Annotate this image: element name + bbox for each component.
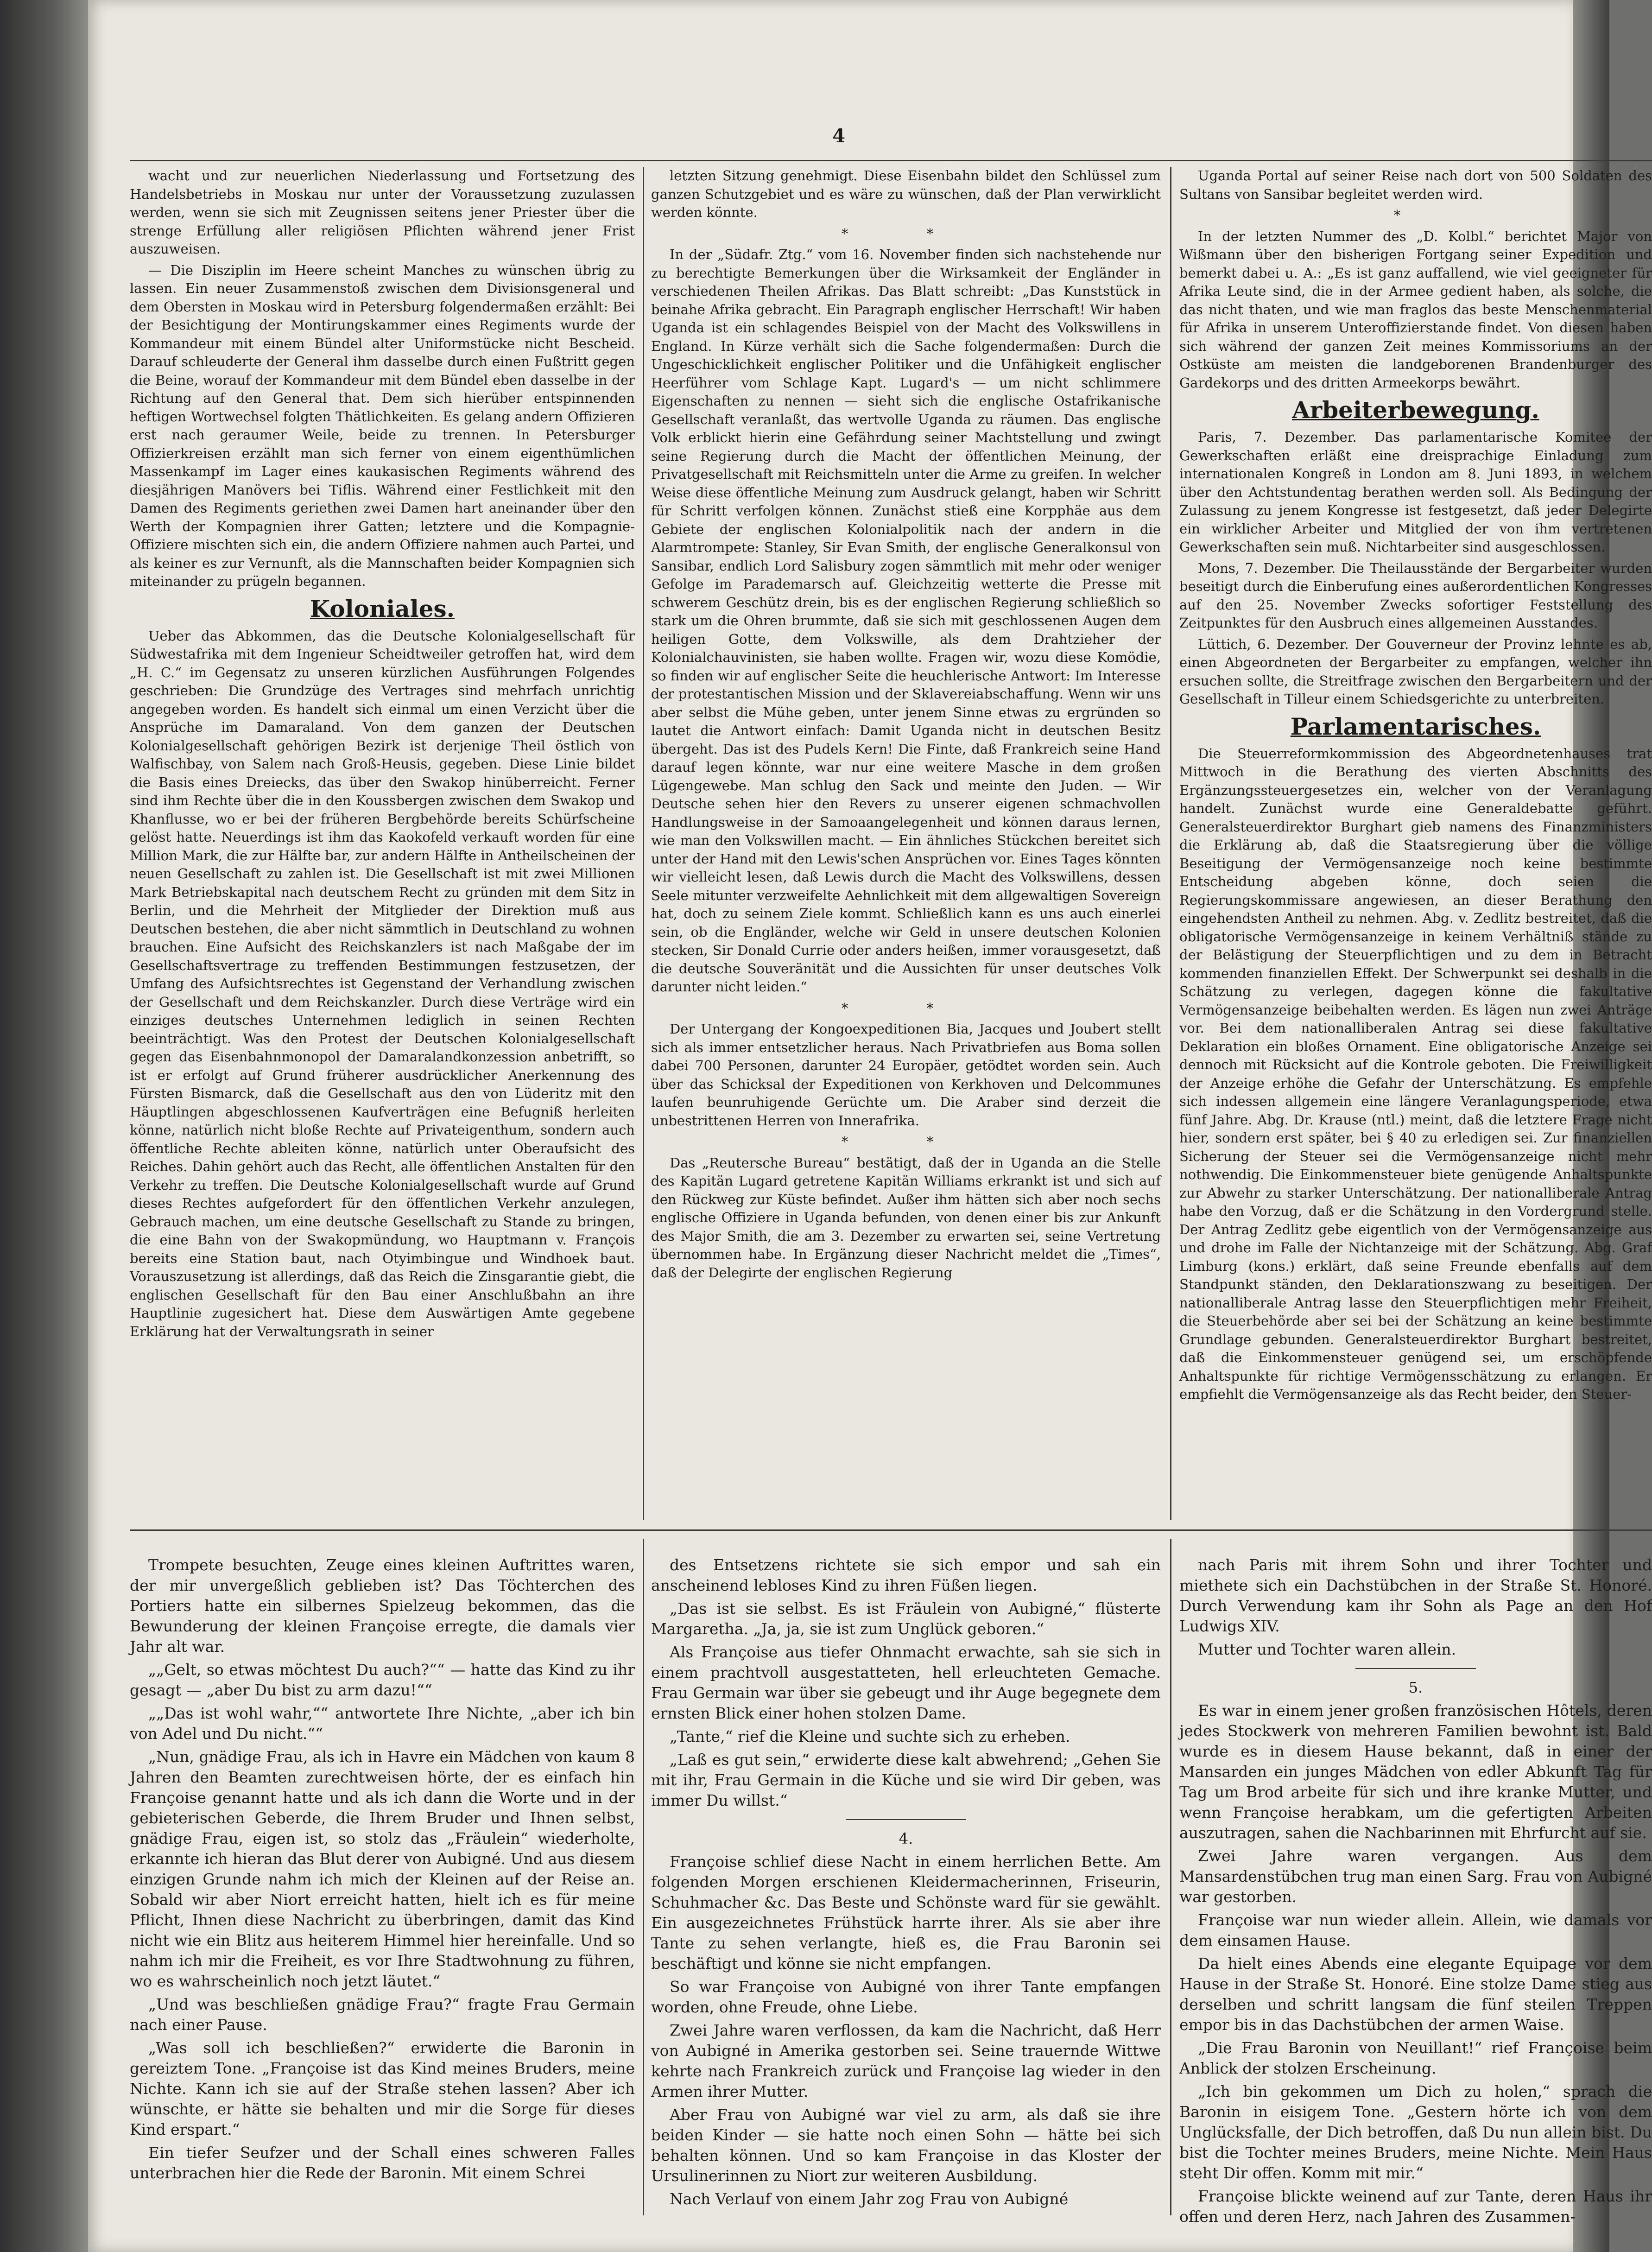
article-luettich: Lüttich, 6. Dezember. Der Gouverneur der Provinz lehnte es ab, einen Abgeordneten der Bergarbeiter zu empfangen, welcher ihn ersuchen sollte, die Streitfrage zwischen den Bergarbeitern und der Gesellschaft in Tilleur einem Schiedsgerichte zu unterbreiten. [1179, 636, 1652, 707]
feuilleton-paragraph: Françoise blickte weinend auf zur Tante, deren Haus ihr offen und deren Herz, nach Jahren des Zusammen- [1179, 2187, 1652, 2226]
feuilleton-paragraph: „Nun, gnädige Frau, als ich in Havre ein Mädchen von kaum 8 Jahren den Beamten zurechtweisen hörte, der es einfach hin Françoise genannt hatte und als ich dann die Worte und in der gebieterischen Geberde, die Ihrem Bruder und Ihnen selbst, gnädige Frau, eigen ist, so stolz das „Fräulein“ wiederholte, erkannte ich hieran das Blut derer von Aubigné. Und aus diesem einzigen Grunde nahm ich mich der Kleinen auf der Reise an. Sobald wir aber Niort erreicht hatten, hielt ich es für meine Pflicht, Ihnen diese Nachricht zu überbringen, damit das Kind nicht wie ein Blitz aus heiterem Himmel hier hereinfalle. Und so nahm ich mir die Freiheit, es vor Ihre Stadtwohnung zu führen, wo es wahrscheinlich noch jetzt läutet.“ [130, 1748, 635, 1990]
feuilleton-paragraph: „Was soll ich beschließen?“ erwiderte die Baronin in gereiztem Tone. „Françoise ist das Kind meines Bruders, meine Nichte. Kann ich sie auf der Straße stehen lassen? Aber ich wünschte, er hätte sie behalten und mir die Sorge für dieses Kind erspart.“ [130, 2039, 635, 2138]
feuilleton-paragraph: Trompete besuchten, Zeuge eines kleinen Auftrittes waren, der mir unvergeßlich geblieben ist? Das Töchterchen des Portiers hatte ein silbernes Spielzeug bekommen, das die Bewunderung der kleinen Françoise erregte, die damals vier Jahr alt war. [130, 1556, 635, 1656]
article-uganda-portal: Uganda Portal auf seiner Reise nach dort von 500 Soldaten des Sultans von Sansibar begleitet werden wird. [1179, 168, 1652, 202]
feuilleton-paragraph: „Laß es gut sein,“ erwiderte diese kalt abwehrend; „Gehen Sie mit ihr, Frau Germain in die Küche und sie wird Dir geben, was immer Du willst.“ [651, 1751, 1161, 1809]
chapter-rule [1355, 1668, 1476, 1669]
feuilleton-paragraph: Es war in einem jener großen französischen Hôtels, deren jedes Stockwerk von mehreren Familien bewohnt ist. Bald wurde es in diesem Hause bekannt, daß in einer der Mansarden ein junges Mädchen von edler Abkunft Tag für Tag um Brod arbeite für sich und ihre kranke Mutter, und wenn Françoise herabkam, um die gefertigten Arbeiten auszutragen, sahen die Nachbarinnen mit Ehrfurcht auf sie. [1179, 1701, 1652, 1842]
feuilleton-paragraph: Mutter und Tochter waren allein. [1198, 1640, 1456, 1658]
separator-stars: * * [841, 1000, 971, 1016]
article-steuerreformkommission: Die Steuerreformkommission des Abgeordnetenhauses trat Mittwoch in die Berathung des vierten Abschnitts des Ergänzungssteuergesetzes ein, welcher von der Veranlagung handelt. Zunächst wurde eine Generaldebatte geführt. Generalsteuerdirektor Burghart gieb namens des Finanzministers die Erklärung ab, daß die Staatsregierung über die völlige Beseitigung der Vermögensanzeige noch keine bestimmte Entscheidung abgeben könne, doch seien die Regierungskommissare angewiesen, an dieser Berathung den eingehendsten Antheil zu nehmen. Abg. v. Zedlitz bestreitet, daß die obligatorische Vermögensanzeige in keinem Verhältniß stände zu der Belästigung der Steuerpflichtigen und zu dem in Betracht kommenden finanziellen Effekt. Der Schwerpunkt sei deshalb in die Schätzung zu verlegen, dagegen könne die fakultative Vermögensanzeige beibehalten werden. Es lägen nun zwei Anträge vor. Bei dem nationalliberalen Antrag sei diese fakultative Deklaration ein bloßes Ornament. Eine obligatorische Anzeige sei dennoch mit Rücksicht auf die Kontrole geboten. Die Freiwilligkeit der Anzeige erhöhe die Gefahr der Unterschätzung. Es empfehle sich indessen allgemein eine längere Veranlagungsperiode, etwa fünf Jahre. Abg. Dr. Krause (ntl.) meint, daß die letztere Frage nicht hier, sondern erst später, bei § 40 zu erledigen sei. Zur finanziellen Sicherung der Steuer sei die Vermögensanzeige nicht mehr nothwendig. Die Einkommensteuer biete genügende Anhaltspunkte zur Abwehr zu starker Unterschätzung. Der nationalliberale Antrag habe den Vorzug, daß er die Schätzung in den Vordergrund stelle. Der Antrag Zedlitz gebe eigentlich von der Vermögensanzeige aus und drohe im Falle der Nichtanzeige mit der Schätzung. Abg. Graf Limburg (kons.) erklärt, daß seine Freunde ebenfalls auf dem Standpunkt ständen, den Deklarationszwang zu beseitigen. Der nationalliberale Antrag lasse den Steuerpflichtigen mehr Freiheit, die Steuerbehörde aber sei bei der Schätzung an keine bestimmte Grundlage gebunden. Generalsteuerdirektor Burghart bestreitet, daß die Einkommensteuer genügend sei, um erschöpfende Anhaltspunkte für richtige Vermögensschätzung zu erlangen. Er empfiehlt die Vermögensanzeige als das Recht beider, den Steuer- [1179, 745, 1652, 1402]
column-rule-lower-1 [643, 1539, 644, 2215]
feuilleton-paragraph: Françoise war nun wieder allein. Allein, wie damals vor dem einsamen Hause. [1179, 1911, 1652, 1949]
article-paris-kongress: Paris, 7. Dezember. Das parlamentarische Komitee der Gewerkschaften erläßt eine dreisprachige Einladung zum internationalen Kongreß in London am 8. Juni 1893, in welchem über den Achtstundentag berathen werden soll. Als Bedingung der Zulassung zu jenem Kongresse ist festgesetzt, daß jeder Delegirte ein wirklicher Arbeiter und Mitglied der von ihm vertretenen Gewerkschaften sein muß. Nichtarbeiter sind ausgeschlossen. [1179, 429, 1652, 555]
chapter-number-4: 4. [899, 1830, 913, 1847]
article-kolonialgesellschaft: Ueber das Abkommen, das die Deutsche Kolonialgesellschaft für Südwestafrika mit dem Ingenieur Scheidtweiler getroffen hat, wird dem „H. C.“ im Gegensatz zu unseren kürzlichen Ausführungen Folgendes geschrieben: Die Grundzüge des Vertrages sind mehrfach unrichtig angegeben worden. Es handelt sich einmal um einen Verzicht über die Ansprüche im Damaraland. Von dem ganzen der Deutschen Kolonialgesellschaft gehörigen Bezirk ist derjenige Theil östlich von Walfischbay, von Salem nach Groß-Heusis, gegeben. Diese Linie bildet die Basis eines Dreiecks, das über den Swakop hinüberreicht. Ferner sind ihm Rechte über die in den Koussbergen zwischen dem Swakop und Khanflusse, wo er bei der früheren Bergbehörde bereits Schürfscheine gelöst hatte. Neuerdings ist ihm das Kaokofeld verkauft worden für eine Million Mark, die zur Hälfte bar, zur andern Hälfte in Antheilscheinen der neuen Gesellschaft zu zahlen ist. Die Gesellschaft ist mit zwei Millionen Mark Betriebskapital nach deutschem Recht zu gründen mit dem Sitz in Berlin, und die Mehrheit der Mitglieder der Direktion muß aus Deutschen bestehen, die aber nicht sämmtlich in Deutschland zu wohnen brauchen. Eine Aufsicht des Reichskanzlers ist nach Maßgabe der im Gesellschaftsvertrage zu treffenden Bestimmungen festzusetzen, der Umfang des Aufsichtsrechtes ist Gegenstand der Verhandlung zwischen der Gesellschaft und dem Reichskanzler. Durch diese Verträge wird ein einziges deutsches Unternehmen lediglich in seinen Rechten beeinträchtigt. Was den Protest der Deutschen Kolonialgesellschaft gegen das Eisenbahnmonopol der Damaralandkonzession anbetrifft, so ist er erfolgt auf Grund früherer ausdrücklicher Anerkennung des Fürsten Bismarck, daß die Gesellschaft aus den von Lüderitz mit den Häuptlingen abgeschlossenen Kaufverträgen eine Befugniß herleiten könne, natürlich nicht bloße Rechte auf Privateigenthum, sondern auch öffentliche Rechte ableiten könne, natürlich unter Oberaufsicht des Reiches. Dahin gehört auch das Recht, alle öffentlichen Anstalten für den Verkehr zu treffen. Die Deutsche Kolonialgesellschaft wurde auf Grund dieses Rechtes aufgefordert für den öffentlichen Verkehr anzulegen, Gebrauch machen, um eine deutsche Gesellschaft zu Stande zu bringen, die eine Bahn von der Swakopmündung, wo Hauptmann v. François bereits eine Station baut, nach Otyimbingue und Windhoek baut. Vorauszusetzung ist allerdings, daß das Reich die Zinsgarantie giebt, die englischen Gesellschaft für den Bau einer Anschlußbahn an ihre Hauptlinie zugesichert hat. Diese dem Auswärtigen Amte gegebene Erklärung hat der Verwaltungsrath in seiner [130, 628, 635, 1339]
article-disziplin-heere: — Die Disziplin im Heere scheint Manches zu wünschen übrig zu lassen. Ein neuer Zusammenstoß zwischen dem Divisionsgeneral und dem Obersten in Moskau wird in Petersburg folgendermaßen erzählt: Bei der Besichtigung der Montirungskammer eines Regiments wurde der Kommandeur mit einem Bündel alter Uniformstücke nicht Bescheid. Darauf schleuderte der General ihm dasselbe durch einen Fußtritt gegen die Beine, worauf der Kommandeur mit dem Bündel eben dasselbe in der Richtung auf den General that. Dem sich hierüber entspinnenden heftigen Wortwechsel folgten Thätlichkeiten. Es gelang andern Offizieren erst nach geraumer Weile, beide zu trennen. In Petersburger Offizierkreisen erzählt man sich ferner von einem eigenthümlichen Massenkampf im Lager eines kaukasischen Regiments während des diesjährigen Manövers bei Tiflis. Während einer Festlichkeit mit den Damen des Regiments geriethen zwei Damen hart aneinander über den Werth der Kompagnien ihrer Gatten; letztere und die Kompagnie-Offiziere mischten sich ein, die andern Offiziere nahmen auch Partei, und als keiner es zur Vernunft, als die Mannschaften beider Kompagnien sich miteinander zu prügeln begannen. [130, 262, 635, 589]
feuilleton-paragraph: „Tante,“ rief die Kleine und suchte sich zu erheben. [670, 1727, 1070, 1745]
article-moskau-end: wacht und zur neuerlichen Niederlassung und Fortsetzung des Handelsbetriebs in Moskau nur unter der Voraussetzung zuzulassen werden, wenn sie sich mit Zeugnissen seitens jener Priester über die strenge Erfüllung aller religiösen Pflichten während jener Frist auszuweisen. [130, 168, 635, 257]
feuilleton-paragraph: Françoise schlief diese Nacht in einem herrlichen Bette. Am folgenden Morgen erschienen Kleidermacherinnen, Friseurin, Schuhmacher &c. Das Beste und Schönste ward für sie gewählt. Ein ausgezeichnetes Frühstück harrte ihrer. Als sie aber ihre Tante zu sehen verlangte, hieß es, die Frau Baronin sei beschäftigt und könne sie nicht empfangen. [651, 1852, 1161, 1973]
section-heading-arbeiterbewegung: Arbeiterbewegung. [1292, 396, 1539, 424]
feuilleton-paragraph: Da hielt eines Abends eine elegante Equipage vor dem Hause in der Straße St. Honoré. Eine stolze Dame stieg aus derselben und schritt langsam die fünf steilen Treppen empor bis in das Dachstübchen der armen Waise. [1179, 1954, 1652, 2034]
feuilleton-rule [130, 1529, 1652, 1531]
chapter-number-5: 5. [1408, 1679, 1423, 1696]
article-wissmann: In der letzten Nummer des „D. Kolbl.“ berichtet Major von Wißmann über den bisherigen Fortgang seiner Expedition und bemerkt dabei u. A.: „Es ist ganz auffallend, wie viel geeigneter für Afrika Leute sind, die in der Armee gedient haben, als solche, die das nicht thaten, und wie man fraglos das beste Menschenmaterial für Afrika in unserem Unteroffizierstande findet. Von diesen haben sich während der ganzen Zeit meines Kommissoriums an der Ostküste am meisten die landgeborenen Brandenburger des Gardekorps und des dritten Armeekorps bewährt. [1179, 228, 1652, 391]
feuilleton-paragraph: „„Das ist wohl wahr,““ antwortete Ihre Nichte, „aber ich bin von Adel und Du nicht.““ [130, 1704, 635, 1743]
chapter-rule [846, 1819, 966, 1820]
feuilleton-paragraph: Ein tiefer Seufzer und der Schall eines schweren Falles unterbrachen hier die Rede der Baronin. Mit einem Schrei [130, 2144, 635, 2182]
article-mons: Mons, 7. Dezember. Die Theilausstände der Bergarbeiter wurden beseitigt durch die Einberufung eines außerordentlichen Kongresses auf den 25. November Zwecks sofortiger Feststellung des Zeitpunktes für den Ausbruch eines allgemeinen Ausstandes. [1179, 560, 1652, 631]
feuilleton-paragraph: Zwei Jahre waren verflossen, da kam die Nachricht, daß Herr von Aubigné in Amerika gestorben sei. Seine trauernde Wittwe kehrte nach Frankreich zurück und Françoise lag wieder in den Armen ihrer Mutter. [651, 2021, 1161, 2100]
feuilleton-column-3 [1179, 1555, 1652, 2226]
feuilleton-paragraph: „Ich bin gekommen um Dich zu holen,“ sprach die Baronin in eisigem Tone. „Gestern hörte ich von dem Unglücksfalle, der Dich betroffen, daß Du nun allein bist. Du bist die Tochter meines Bruders, meine Nichte. Mein Haus steht Dir offen. Komm mit mir.“ [1179, 2082, 1652, 2182]
upper-column-2 [651, 167, 1161, 1520]
column-rule-lower-2 [1170, 1539, 1171, 2215]
article-reutersche-bureau: Das „Reutersche Bureau“ bestätigt, daß der in Uganda an die Stelle des Kapitän Lugard getretene Kapitän Williams erkrankt ist und sich auf den Rückweg zur Küste befindet. Außer ihm hätten sich aber noch sechs englische Offiziere in Uganda befunden, von denen einer bis zur Ankunft des Major Smith, die am 3. Dezember zu erwarten sei, seine Vertretung übernommen habe. In Ergänzung dieser Nachricht meldet die „Times“, daß der Delegirte der englischen Regierung [651, 1155, 1161, 1281]
feuilleton-paragraph: „Und was beschließen gnädige Frau?“ fragte Frau Germain nach einer Pause. [130, 1995, 635, 2034]
article-suedafr-ztg: In der „Südafr. Ztg.“ vom 16. November finden sich nachstehende nur zu berechtigte Bemerkungen über die Wirksamkeit der Engländer in verschiedenen Theilen Afrikas. Das Blatt schreibt: „Das Kunststück in beinahe Afrika gebracht. Ein Paragraph englischer Herrschaft! Wir haben Uganda ist ein schlagendes Beispiel von der Macht des Volkswillens in England. In Kürze verhält sich die Sache folgendermaßen: Durch die Ungeschicklichkeit englischer Politiker und die Unfähigkeit englischer Heerführer vom Schlage Kapt. Lugard's — um nicht schlimmere Eigenschaften zu nennen — sieht sich die englische Ostafrikanische Gesellschaft veranlaßt, das wertvolle Uganda zu räumen. Das englische Volk erblickt hierin eine Gefährdung seiner Machtstellung und zwingt seine Regierung durch die Macht der öffentlichen Meinung, der Privatgesellschaft mit Reichsmitteln unter die Arme zu greifen. In welcher Weise diese öffentliche Meinung zum Ausdruck gelangt, haben wir Schritt für Schritt verfolgen können. Zunächst stieß eine Korpphäe aus dem Gebiete der englischen Kolonialpolitik nach der andern in die Alarmtrompete: Stanley, Sir Evan Smith, der englische Generalkonsul von Sansibar, endlich Lord Salisbury zogen sämmtlich mit mehr oder weniger Gefolge im Parademarsch auf. Gleichzeitig wetterte die Presse mit schwerem Geschütz drein, bis es der englischen Regierung schließlich so stark um die Ohren brummte, daß sie sich mit geschlossenen Augen dem heiligen Gotte, dem Volkswille, als dem Drahtzieher der Kolonialchauvinisten, sie haben wollte. Fragen wir, wozu diese Komödie, so finden wir auf englischer Seite die heuchlerische Antwort: Im Interesse der protestantischen Mission und der Sklavereiabschaffung. Wenn wir uns aber selbst die Mühe geben, unter jenem Sinne etwas zu ergründen so lautet die Antwort einfach: Damit Uganda nicht in deutschen Besitz übergeht. Das ist des Pudels Kern! Die Finte, daß Frankreich seine Hand darauf legen könnte, war nur eine weitere Masche in dem großen Lügengewebe. Man schlug den Sack und meinte den Juden. — Wir Deutsche sehen hier den Revers zu unserer eigenen schmachvollen Handlungsweise in der Samoaangelegenheit und können daraus lernen, wie man den Volkswillen macht. — Ein ähnliches Stückchen bereitet sich unter der Hand mit den Lewis'schen Ansprüchen vor. Eines Tages könnten wir vielleicht lesen, daß Lewis durch die Macht des Volkswillens, dessen Seele mitunter verzweifelte Aehnlichkeit mit dem allgewaltigen Sovereign hat, doch zu seinem Ziele kommt. Schließlich kann es uns auch einerlei sein, ob die Engländer, welche wir Geld in unsere deutschen Kolonien stecken, Sir Donald Currie oder anders heißen, immer vorausgesetzt, daß die deutsche Souveränität und die Aussichten für unser deutsches Volk darunter nicht leiden.“ [651, 247, 1161, 995]
feuilleton-paragraph: Aber Frau von Aubigné war viel zu arm, als daß sie ihre beiden Kinder — sie hatte noch einen Sohn — hätte bei sich behalten können. Und so kam Françoise in das Kloster der Ursulinerinnen zu Niort zur weiteren Ausbildung. [651, 2106, 1161, 2185]
feuilleton-paragraph: Nach Verlauf von einem Jahr zog Frau von Aubigné [670, 2190, 1069, 2208]
header-rule [130, 160, 1652, 161]
column-rule-upper-2 [1170, 167, 1171, 1520]
feuilleton-column-2 [651, 1555, 1161, 2213]
newspaper-page [88, 0, 1652, 2252]
separator-stars: * [1393, 207, 1438, 223]
feuilleton-paragraph: „„Gelt, so etwas möchtest Du auch?““ — hatte das Kind zu ihr gesagt — „aber Du bist zu arm dazu!““ [130, 1661, 635, 1699]
feuilleton-column-1 [130, 1555, 635, 2213]
page-number: 4 [832, 125, 845, 147]
column-rule-upper-1 [643, 167, 644, 1520]
feuilleton-paragraph: Als Françoise aus tiefer Ohnmacht erwachte, sah sie sich in einem prachtvoll ausgestatteten, hell erleuchteten Gemache. Frau Germain war über sie gebeugt und ihr Auge begegnete dem ernsten Blick einer hohen stolzen Dame. [651, 1643, 1161, 1722]
article-eisenbahn-end: letzten Sitzung genehmigt. Diese Eisenbahn bildet den Schlüssel zum ganzen Schutzgebiet und es wäre zu wünschen, daß der Plan verwirklicht werden könnte. [651, 168, 1161, 220]
feuilleton-paragraph: nach Paris mit ihrem Sohn und ihrer Tochter und miethete sich ein Dachstübchen in der Straße St. Honoré. Durch Verwendung kam ihr Sohn als Page an den Hof Ludwigs XIV. [1179, 1556, 1652, 1635]
feuilleton-paragraph: Zwei Jahre waren vergangen. Aus dem Mansardenstübchen trug man einen Sarg. Frau von Aubigné war gestorben. [1179, 1847, 1652, 1906]
upper-column-1 [130, 167, 635, 1520]
upper-column-3 [1179, 167, 1652, 1520]
feuilleton-paragraph: „Die Frau Baronin von Neuillant!“ rief Françoise beim Anblick der stolzen Erscheinung. [1179, 2039, 1652, 2077]
section-heading-parlamentarisches: Parlamentarisches. [1290, 712, 1541, 740]
feuilleton-paragraph: des Entsetzens richtete sie sich empor und sah ein anscheinend lebloses Kind zu ihren Füßen liegen. [651, 1556, 1161, 1594]
article-kongoexpeditionen: Der Untergang der Kongoexpeditionen Bia, Jacques und Joubert stellt sich als immer entsetzlicher heraus. Nach Privatbriefen aus Boma sollen dabei 700 Personen, darunter 24 Europäer, getödtet worden sein. Auch über das Schicksal der Expeditionen von Kerkhoven und Delcommunes laufen beunruhigende Gerüchte um. Die Araber sind derzeit die unbestrittenen Herren von Innerafrika. [651, 1021, 1161, 1129]
separator-stars: * * [841, 225, 971, 241]
separator-stars: * * [841, 1134, 971, 1149]
feuilleton-paragraph: So war Françoise von Aubigné von ihrer Tante empfangen worden, ohne Freude, ohne Liebe. [651, 1978, 1161, 2016]
feuilleton-paragraph: „Das ist sie selbst. Es ist Fräulein von Aubigné,“ flüsterte Margaretha. „Ja, ja, sie ist zum Unglück geboren.“ [651, 1599, 1161, 1638]
scan-left-margin [0, 0, 88, 2252]
section-heading-koloniales: Koloniales. [310, 595, 455, 622]
